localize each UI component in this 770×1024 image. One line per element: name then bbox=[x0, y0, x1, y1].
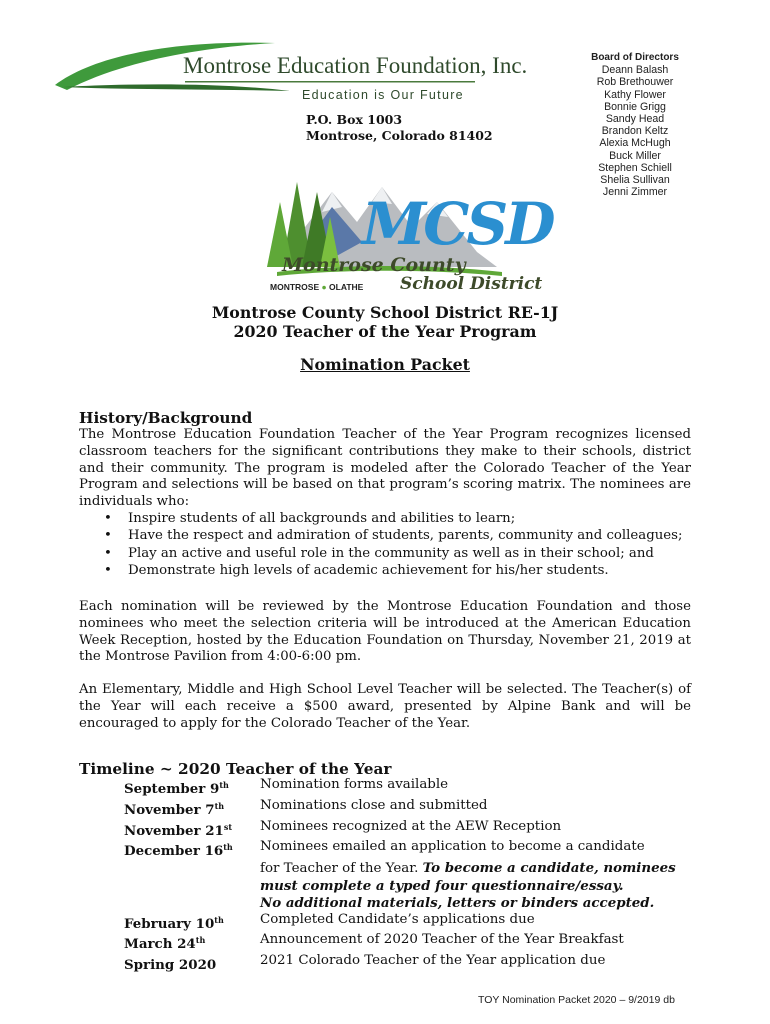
address-line: Montrose, Colorado 81402 bbox=[306, 128, 493, 143]
timeline-date: Spring 2020 bbox=[124, 957, 217, 974]
town-montrose: MONTROSE bbox=[270, 282, 320, 292]
timeline-event: Nominations close and submitted bbox=[260, 797, 488, 813]
timeline-event: 2021 Colorado Teacher of the Year application due bbox=[260, 953, 606, 969]
bullet-icon: • bbox=[104, 528, 112, 544]
document-title-line-1: Montrose County School District RE-1J bbox=[211, 303, 559, 322]
table-row bbox=[124, 839, 676, 860]
review-paragraph: Each nomination will be reviewed by the Montrose Education Foundation and those nominees who meet the selection criteria will be introduced at the American Education Week Reception, hosted by the Education Foundation on Thursday, November 21, 2019 at the Montrose Pavilion from 4:00-6:00 pm. bbox=[79, 599, 691, 665]
district-letters: MCSD bbox=[362, 190, 553, 258]
table-row bbox=[124, 819, 676, 840]
district-towns bbox=[270, 282, 363, 292]
bullet-icon: • bbox=[104, 545, 112, 561]
board-member: Sandy Head bbox=[605, 113, 665, 126]
foundation-name: Montrose Education Foundation, Inc. bbox=[183, 53, 528, 78]
timeline-date: November 21st bbox=[124, 821, 233, 839]
board-member: Alexia McHugh bbox=[599, 137, 671, 150]
timeline-event: Nomination forms available bbox=[260, 777, 449, 792]
district-logo bbox=[262, 172, 553, 304]
timeline-date: March 24th bbox=[124, 935, 206, 953]
list-item: • Inspire students of all backgrounds and abilities to learn; bbox=[104, 511, 516, 526]
list-item: • Play an active and useful role in the community as well as in their school; and bbox=[104, 545, 654, 561]
timeline-date: February 10th bbox=[124, 914, 224, 932]
table-row bbox=[124, 798, 676, 819]
board-member: Shelia Sullivan bbox=[600, 174, 670, 187]
table-row bbox=[124, 895, 676, 912]
packet-title-text: Nomination Packet bbox=[300, 355, 470, 374]
table-row bbox=[124, 860, 676, 878]
criteria-list bbox=[104, 510, 682, 580]
district-school-district: School District bbox=[400, 274, 543, 294]
timeline-heading: Timeline ~ 2020 Teacher of the Year bbox=[79, 760, 392, 778]
timeline-event-continued: No additional materials, letters or binders accepted. bbox=[260, 894, 655, 911]
table-row bbox=[124, 953, 676, 974]
timeline-event: Completed Candidate’s applications due bbox=[260, 911, 535, 927]
foundation-logo bbox=[55, 35, 528, 115]
board-of-directors bbox=[560, 52, 710, 198]
board-member: Stephen Schiell bbox=[598, 161, 672, 174]
board-member: Jenni Zimmer bbox=[602, 186, 668, 199]
packet-title bbox=[0, 355, 770, 374]
list-item: • Have the respect and admiration of students, parents, community and colleagues; bbox=[104, 528, 683, 544]
award-paragraph: An Elementary, Middle and High School Level Teacher will be selected. The Teacher(s) of the Year will each receive a $500 award, presented by Alpine Bank and will be encouraged to apply for the Colorado Teacher of the Year. bbox=[79, 682, 691, 731]
timeline-event: Announcement of 2020 Teacher of the Year Breakfast bbox=[260, 932, 624, 948]
page-footer: TOY Nomination Packet 2020 – 9/2019 db bbox=[478, 994, 675, 1006]
history-heading: History/Background bbox=[79, 409, 253, 427]
timeline-event: Nominees recognized at the AEW Reception bbox=[260, 818, 562, 834]
address-line: P.O. Box 1003 bbox=[306, 112, 403, 127]
board-member: Kathy Flower bbox=[604, 88, 666, 101]
timeline-event-continued: for Teacher of the Year. To become a candidate, nominees bbox=[260, 860, 676, 877]
board-member: Bonnie Grigg bbox=[604, 100, 666, 113]
timeline-event-continued: must complete a typed four questionnaire/essay. bbox=[260, 877, 624, 894]
timeline-date: September 9th bbox=[124, 780, 229, 797]
bullet-icon: • bbox=[104, 563, 112, 579]
town-olathe: OLATHE bbox=[329, 282, 364, 292]
history-paragraph: The Montrose Education Foundation Teacher of the Year Program recognizes licensed classroom teachers for the significant contributions they make to their schools, district and their community. The program is modeled after the Colorado Teacher of the Year Program and selections will be based on that program’s scoring matrix. The nominees are individuals who: bbox=[79, 427, 691, 510]
timeline-event: Nominees emailed an application to become a candidate bbox=[260, 839, 645, 855]
board-member: Deann Balash bbox=[601, 64, 669, 77]
table-row bbox=[124, 878, 676, 895]
mailing-address bbox=[306, 112, 493, 144]
board-member: Buck Miller bbox=[609, 149, 661, 162]
document-title-line-2: 2020 Teacher of the Year Program bbox=[233, 322, 537, 341]
foundation-tagline: Education is Our Future bbox=[302, 88, 464, 102]
board-member: Brandon Keltz bbox=[601, 125, 669, 138]
board-member: Rob Brethouwer bbox=[596, 76, 674, 89]
table-row bbox=[124, 777, 676, 798]
list-item: • Demonstrate high levels of academic achievement for his/her students. bbox=[104, 563, 609, 579]
circle-icon: ● bbox=[321, 282, 327, 292]
timeline-date: December 16th bbox=[124, 842, 233, 860]
table-row bbox=[124, 912, 676, 933]
table-row bbox=[124, 932, 676, 953]
board-title: Board of Directors bbox=[591, 52, 679, 63]
bullet-icon: • bbox=[104, 511, 112, 526]
timeline-table bbox=[124, 777, 676, 974]
timeline-date: November 7th bbox=[124, 800, 225, 818]
district-county-name: Montrose County bbox=[282, 254, 466, 276]
